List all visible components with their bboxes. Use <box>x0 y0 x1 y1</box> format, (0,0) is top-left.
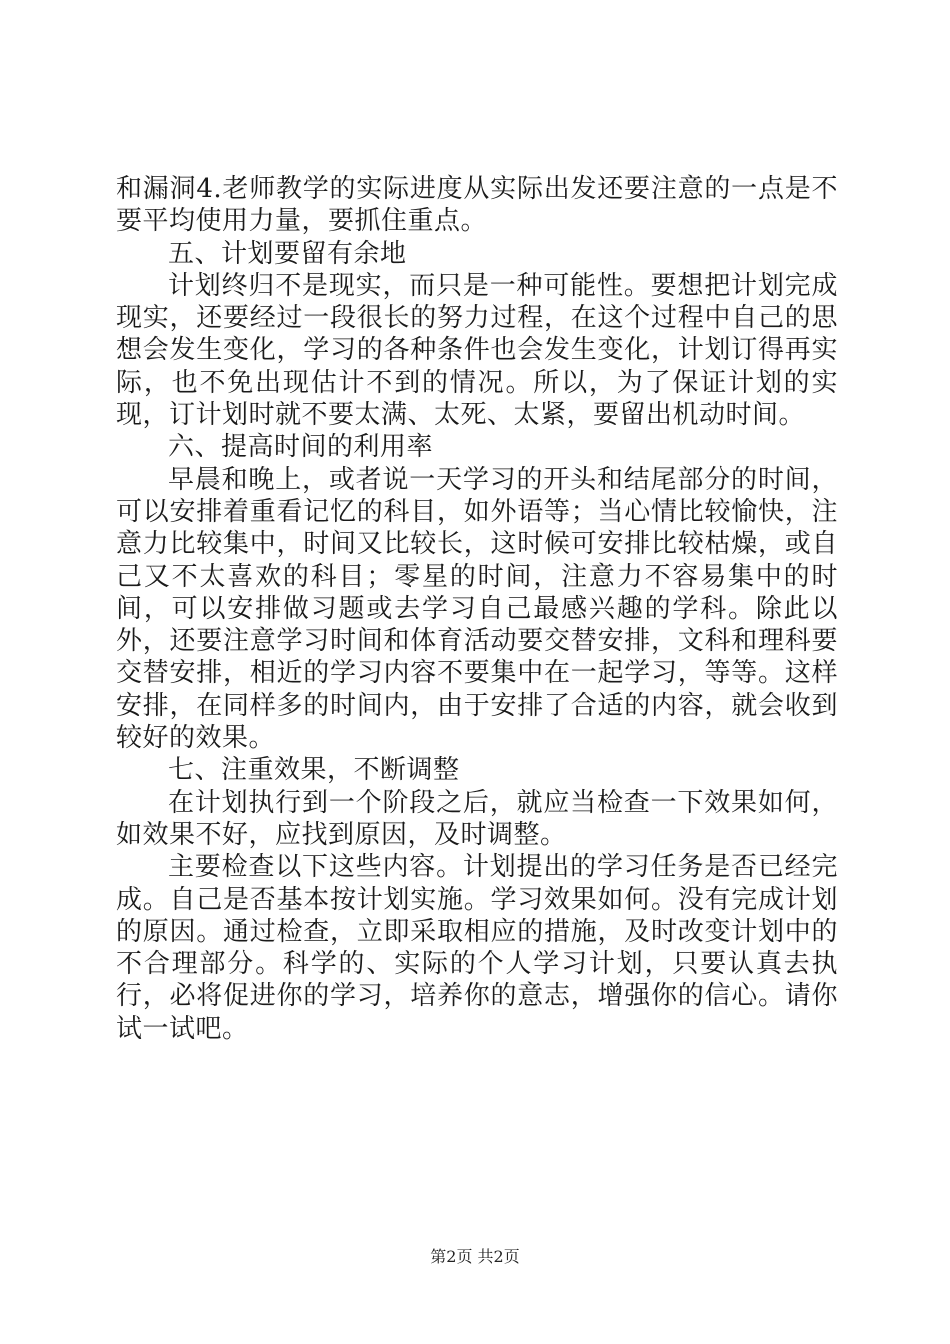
paragraph-continuation: 和漏洞4.老师教学的实际进度从实际出发还要注意的一点是不要平均使用力量，要抓住重点。 <box>116 174 838 237</box>
page-number-footer: 第2页 共2页 <box>430 1247 520 1266</box>
paragraph-check-effect: 在计划执行到一个阶段之后，就应当检查一下效果如何，如效果不好，应找到原因，及时调整。 <box>116 787 838 850</box>
paragraph-plan-margin: 计划终归不是现实，而只是一种可能性。要想把计划完成现实，还要经过一段很长的努力过程，在这个过程中自己的思想会发生变化，学习的各种条件也会发生变化，计划订得再实际，也不免出现估计不到的情况。所以，为了保证计划的实现，订计划时就不要太满、太死、太紧，要留出机动时间。 <box>116 270 838 431</box>
section-heading-7: 七、注重效果，不断调整 <box>168 755 460 786</box>
paragraph-time-usage: 早晨和晚上，或者说一天学习的开头和结尾部分的时间，可以安排着重看记忆的科目，如外语等；当心情比较愉快，注意力比较集中，时间又比较长，这时候可安排比较枯燥，或自己又不太喜欢的科目；零星的时间，注意力不容易集中的时间，可以安排做习题或去学习自己最感兴趣的学科。除此以外，还要注意学习时间和体育活动要交替安排，文科和理科要交替安排，相近的学习内容不要集中在一起学习，等等。这样安排，在同样多的时间内，由于安排了合适的内容，就会收到较好的效果。 <box>116 464 838 754</box>
document-body <box>116 173 838 1045</box>
paragraph-check-content: 主要检查以下这些内容。计划提出的学习任务是否已经完成。自己是否基本按计划实施。学习效果如何。没有完成计划的原因。通过检查，立即采取相应的措施，及时改变计划中的不合理部分。科学的、实际的个人学习计划，只要认真去执行，必将促进你的学习，培养你的意志，增强你的信心。请你试一试吧。 <box>116 852 838 1044</box>
section-heading-6: 六、提高时间的利用率 <box>168 432 434 463</box>
section-heading-5: 五、计划要留有余地 <box>168 238 407 269</box>
